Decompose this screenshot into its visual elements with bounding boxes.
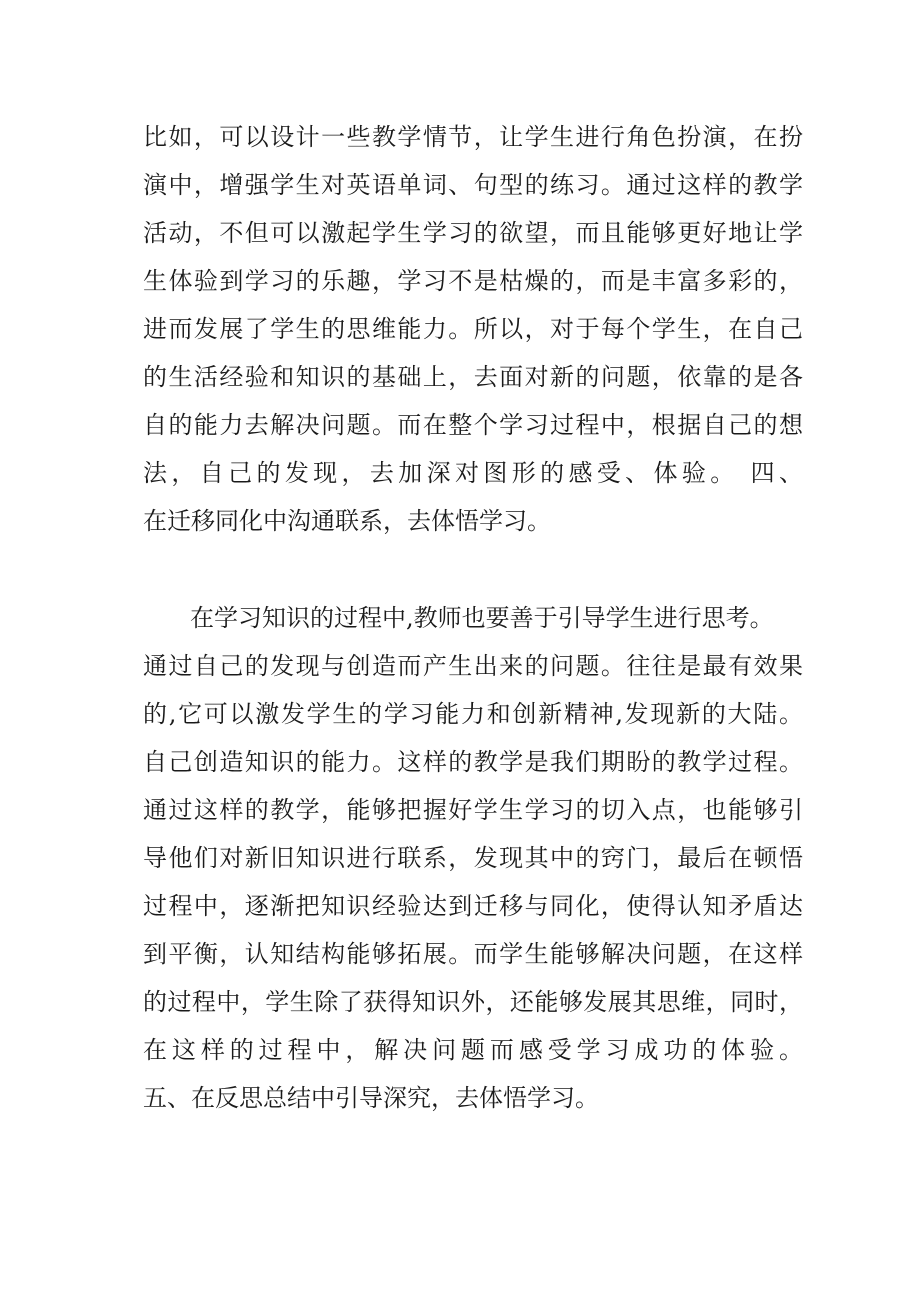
text-line-with-heading: [143, 449, 803, 497]
text-line: 活动，不但可以激起学生学习的欲望，而且能够更好地让学: [143, 219, 803, 247]
text-line: 自己创造知识的能力。这样的教学是我们期盼的教学过程。: [143, 748, 803, 776]
paragraph-2: [143, 594, 803, 1122]
text-line: 在学习知识的过程中,教师也要善于引导学生进行思考。: [190, 604, 774, 632]
text-line-fragment: 法，自己的发现，去加深对图形的感受、体验。: [143, 459, 739, 487]
text-line: 导他们对新旧知识进行联系，发现其中的窍门，最后在顿悟: [143, 844, 803, 872]
text-line: 的,它可以激发学生的学习能力和创新精神,发现新的大陆。: [143, 700, 803, 728]
text-line: 的生活经验和知识的基础上，去面对新的问题，依靠的是各: [143, 363, 803, 391]
text-line: 的过程中，学生除了获得知识外，还能够发展其思维，同时，: [143, 988, 803, 1016]
text-line: 演中，增强学生对英语单词、句型的练习。通过这样的教学: [143, 171, 803, 199]
text-line: 通过自己的发现与创造而产生出来的问题。往往是最有效果: [143, 652, 803, 680]
paragraph-1: [143, 113, 803, 545]
text-line: 在这样的过程中，解决问题而感受学习成功的体验。: [143, 1036, 803, 1064]
text-line: 通过这样的教学，能够把握好学生学习的切入点，也能够引: [143, 796, 803, 824]
text-line: 生体验到学习的乐趣，学习不是枯燥的，而是丰富多彩的，: [143, 267, 803, 295]
section-heading: 五、在反思总结中引导深究，去体悟学习。: [143, 1084, 599, 1112]
text-line: 自的能力去解决问题。而在整个学习过程中，根据自己的想: [143, 411, 803, 439]
section-heading-number: 四、: [750, 459, 803, 487]
text-line: 比如，可以设计一些教学情节，让学生进行角色扮演，在扮: [143, 123, 803, 151]
text-line: 过程中，逐渐把知识经验达到迁移与同化，使得认知矛盾达: [143, 892, 803, 920]
text-line: 到平衡，认知结构能够拓展。而学生能够解决问题，在这样: [143, 940, 803, 968]
section-heading-title: 在迁移同化中沟通联系，去体悟学习。: [143, 507, 551, 535]
text-line: 进而发展了学生的思维能力。所以，对于每个学生，在自己: [143, 315, 803, 343]
